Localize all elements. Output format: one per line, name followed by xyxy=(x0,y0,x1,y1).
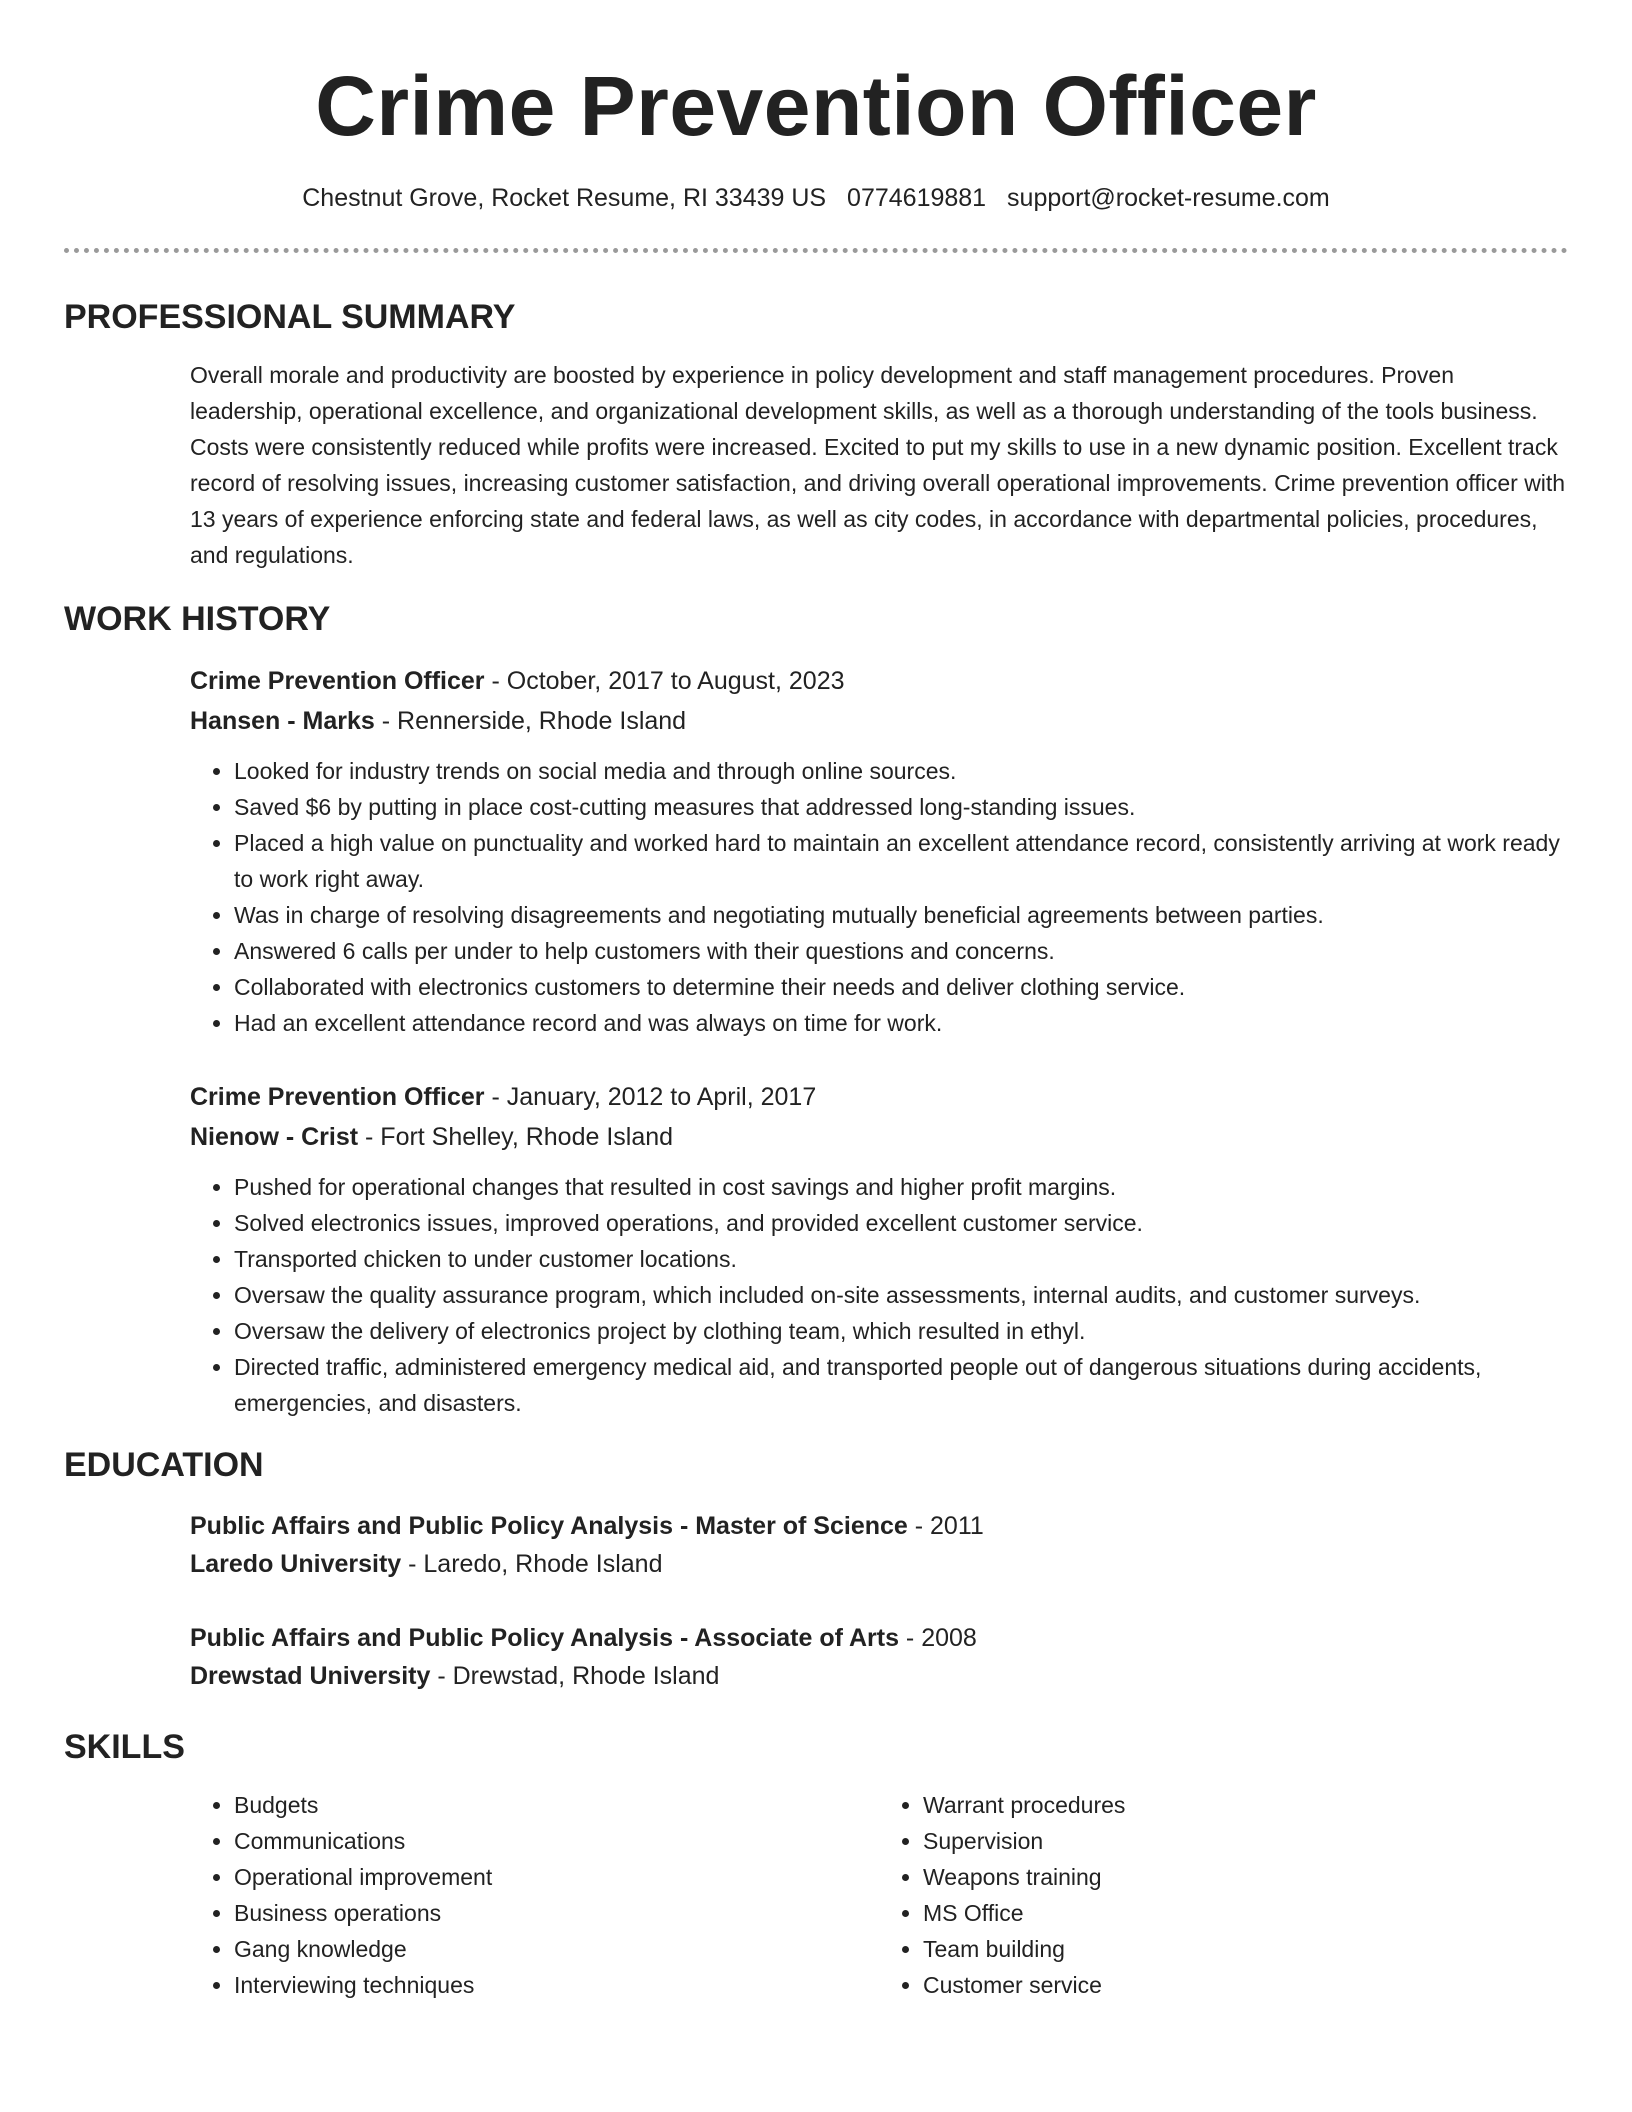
list-item: • Solved electronics issues, improved operations, and provided excellent customer service. xyxy=(234,1205,1568,1241)
education-location: - Laredo, Rhode Island xyxy=(401,1550,663,1578)
skill-item: • Business operations xyxy=(234,1895,879,1931)
summary-text: Overall morale and productivity are boosted by experience in policy development and staff management procedures. Proven leadership, operational excellence, and organizational development skills, as well as a thorough understanding of the tools business. Costs were consistently reduced while profits were increased. Excited to put my skills to use in a new dynamic position. Excellent track record of resolving issues, increasing customer satisfaction, and driving overall operational improvements. Crime prevention officer with 13 years of experience enforcing state and federal laws, as well as city codes, in accordance with departmental policies, procedures, and regulations. xyxy=(190,362,1566,568)
education-school: Laredo University xyxy=(190,1550,402,1578)
job-entry xyxy=(190,1077,1568,1421)
job-position: Crime Prevention Officer xyxy=(190,1083,485,1111)
summary-heading: PROFESSIONAL SUMMARY xyxy=(64,298,516,336)
skill-item: • Team building xyxy=(923,1931,1568,1967)
job-bullets xyxy=(190,753,1568,1041)
skill-item: • Supervision xyxy=(923,1823,1568,1859)
skill-item: • Customer service xyxy=(923,1967,1568,2003)
skill-item: • Interviewing techniques xyxy=(234,1967,879,2003)
education-degree-line xyxy=(190,1507,1568,1545)
education-location: - Drewstad, Rhode Island xyxy=(430,1662,720,1690)
skill-item: • Budgets xyxy=(234,1787,879,1823)
work-history-heading: WORK HISTORY xyxy=(64,600,331,638)
job-company: Nienow - Crist xyxy=(190,1123,359,1151)
job-company-line xyxy=(190,701,1568,741)
job-location: - Rennerside, Rhode Island xyxy=(374,707,687,735)
skill-item: • Gang knowledge xyxy=(234,1931,879,1967)
education-school-line xyxy=(190,1657,1568,1695)
skill-item: • Weapons training xyxy=(923,1859,1568,1895)
education-school: Drewstad University xyxy=(190,1662,431,1690)
education-degree-line xyxy=(190,1619,1568,1657)
education-entry xyxy=(190,1619,1568,1695)
job-company-line xyxy=(190,1117,1568,1157)
job-title-line xyxy=(190,1077,1568,1117)
contact-email: support@rocket-resume.com xyxy=(1007,184,1330,212)
list-item: • Had an excellent attendance record and was always on time for work. xyxy=(234,1005,1568,1041)
list-item: • Pushed for operational changes that resulted in cost savings and higher profit margins. xyxy=(234,1169,1568,1205)
header-divider xyxy=(64,248,1568,253)
skills-heading: SKILLS xyxy=(64,1728,185,1766)
contact-phone: 0774619881 xyxy=(847,184,987,212)
skill-item: • Warrant procedures xyxy=(923,1787,1568,1823)
education-heading: EDUCATION xyxy=(64,1446,264,1484)
skill-item: • Communications xyxy=(234,1823,879,1859)
list-item: • Collaborated with electronics customers to determine their needs and deliver clothing service. xyxy=(234,969,1568,1005)
list-item: • Directed traffic, administered emergency medical aid, and transported people out of dangerous situations during accidents, emergencies, and disasters. xyxy=(234,1349,1568,1421)
skill-item: • MS Office xyxy=(923,1895,1568,1931)
education-year: - 2011 xyxy=(907,1512,984,1540)
job-company: Hansen - Marks xyxy=(190,707,375,735)
list-item: • Placed a high value on punctuality and worked hard to maintain an excellent attendance record, consistently arriving at work ready to work right away. xyxy=(234,825,1568,897)
skills-list-right xyxy=(879,1787,1568,2003)
list-item: • Saved $6 by putting in place cost-cutting measures that addressed long-standing issues. xyxy=(234,789,1568,825)
candidate-name: Crime Prevention Officer xyxy=(315,59,1317,153)
job-title-line xyxy=(190,661,1568,701)
job-bullets xyxy=(190,1169,1568,1421)
list-item: • Looked for industry trends on social media and through online sources. xyxy=(234,753,1568,789)
contact-address: Chestnut Grove, Rocket Resume, RI 33439 US xyxy=(302,184,827,212)
education-school-line xyxy=(190,1545,1568,1583)
list-item: • Transported chicken to under customer locations. xyxy=(234,1241,1568,1277)
education-entry xyxy=(190,1507,1568,1583)
education-degree: Public Affairs and Public Policy Analysis - Master of Science xyxy=(190,1512,908,1540)
job-dates: - January, 2012 to April, 2017 xyxy=(484,1083,817,1111)
job-dates: - October, 2017 to August, 2023 xyxy=(484,667,845,695)
education-degree: Public Affairs and Public Policy Analysis - Associate of Arts xyxy=(190,1624,899,1652)
job-entry xyxy=(190,661,1568,1041)
list-item: • Oversaw the quality assurance program, which included on-site assessments, internal audits, and customer surveys. xyxy=(234,1277,1568,1313)
list-item: • Was in charge of resolving disagreements and negotiating mutually beneficial agreements between parties. xyxy=(234,897,1568,933)
education-year: - 2008 xyxy=(898,1624,977,1652)
contact-line xyxy=(64,182,1568,214)
skills-list-left xyxy=(190,1787,879,2003)
list-item: • Answered 6 calls per under to help customers with their questions and concerns. xyxy=(234,933,1568,969)
job-position: Crime Prevention Officer xyxy=(190,667,485,695)
job-location: - Fort Shelley, Rhode Island xyxy=(358,1123,674,1151)
list-item: • Oversaw the delivery of electronics project by clothing team, which resulted in ethyl. xyxy=(234,1313,1568,1349)
skill-item: • Operational improvement xyxy=(234,1859,879,1895)
skills-columns xyxy=(190,1787,1568,2003)
